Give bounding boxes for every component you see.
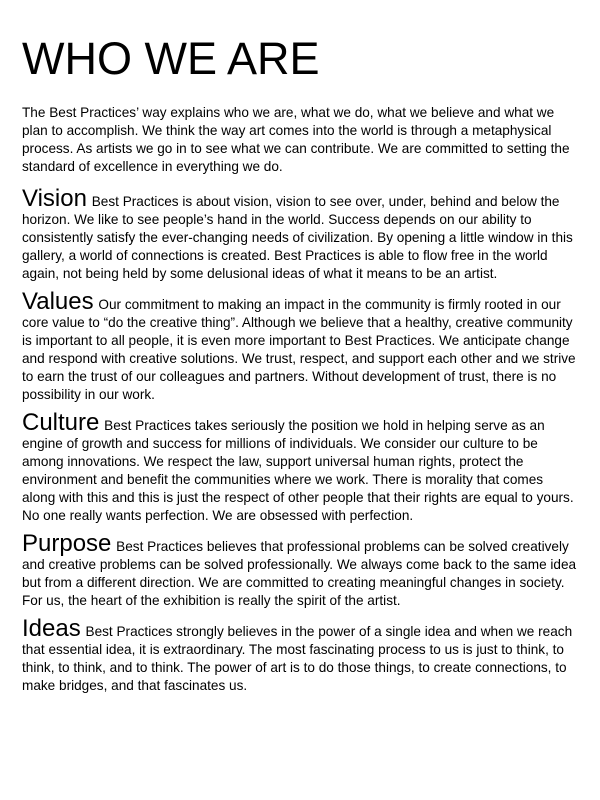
- section-heading-ideas: Ideas: [22, 615, 81, 642]
- section-heading-values: Values: [22, 288, 94, 315]
- section-heading-vision: Vision: [22, 185, 87, 212]
- section-body-culture: Best Practices takes seriously the position we hold in helping serve as an engine of growth and success for millions of individuals. We consider our culture to be among innovations. We respect the law, support universal human rights, protect the environment and benefit the communities where we work. There is morality that comes along with this and this is just the respect of other people that their rights are equal to yours. No one really wants perfection. We are obsessed with perfection.: [22, 418, 574, 523]
- section-heading-culture: Culture: [22, 409, 100, 436]
- page-title: WHO WE ARE: [22, 33, 320, 84]
- section-ideas: [22, 615, 578, 695]
- section-culture: [22, 409, 578, 525]
- intro-paragraph: The Best Practices’ way explains who we are, what we do, what we believe and what we plan to accomplish. We think the way art comes into the world is through a metaphysical process. As artists we go in to see what we can contribute. We are committed to setting the standard of excellence in everything we do.: [22, 105, 570, 174]
- section-values: [22, 288, 578, 404]
- section-body-ideas: Best Practices strongly believes in the power of a single idea and when we reach that essential idea, it is extraordinary. The most fascinating process to us is just to think, to think, to think, and to think. The power of art is to do those things, to create connections, to make bridges, and that fascinates us.: [22, 624, 573, 693]
- section-body-values: Our commitment to making an impact in the community is firmly rooted in our core value to “do the creative thing”. Although we believe that a healthy, creative community is important to all people, it is even more important to Best Practices. We anticipate change and respond with creative solutions. We trust, respect, and support each other and we strive to earn the trust of our colleagues and partners. Without development of trust, there is no possibility in our work.: [22, 297, 576, 402]
- section-heading-purpose: Purpose: [22, 530, 112, 557]
- section-body-purpose: Best Practices believes that professional problems can be solved creatively and creative problems can be solved professionally. We always come back to the same idea but from a different direction. We are committed to creating meaningful changes in society. For us, the heart of the exhibition is really the spirit of the artist.: [22, 539, 577, 608]
- section-purpose: [22, 530, 578, 610]
- section-vision: [22, 185, 578, 283]
- document-page: [22, 34, 578, 705]
- section-body-vision: Best Practices is about vision, vision to see over, under, behind and below the horizon. We like to see people’s hand in the world. Success depends on our ability to consistently satisfy the ever-changing needs of civilization. By opening a little window in this gallery, a world of connections is created. Best Practices is able to flow free in the world again, not being held by some delusional ideas of what it means to be an artist.: [22, 194, 573, 281]
